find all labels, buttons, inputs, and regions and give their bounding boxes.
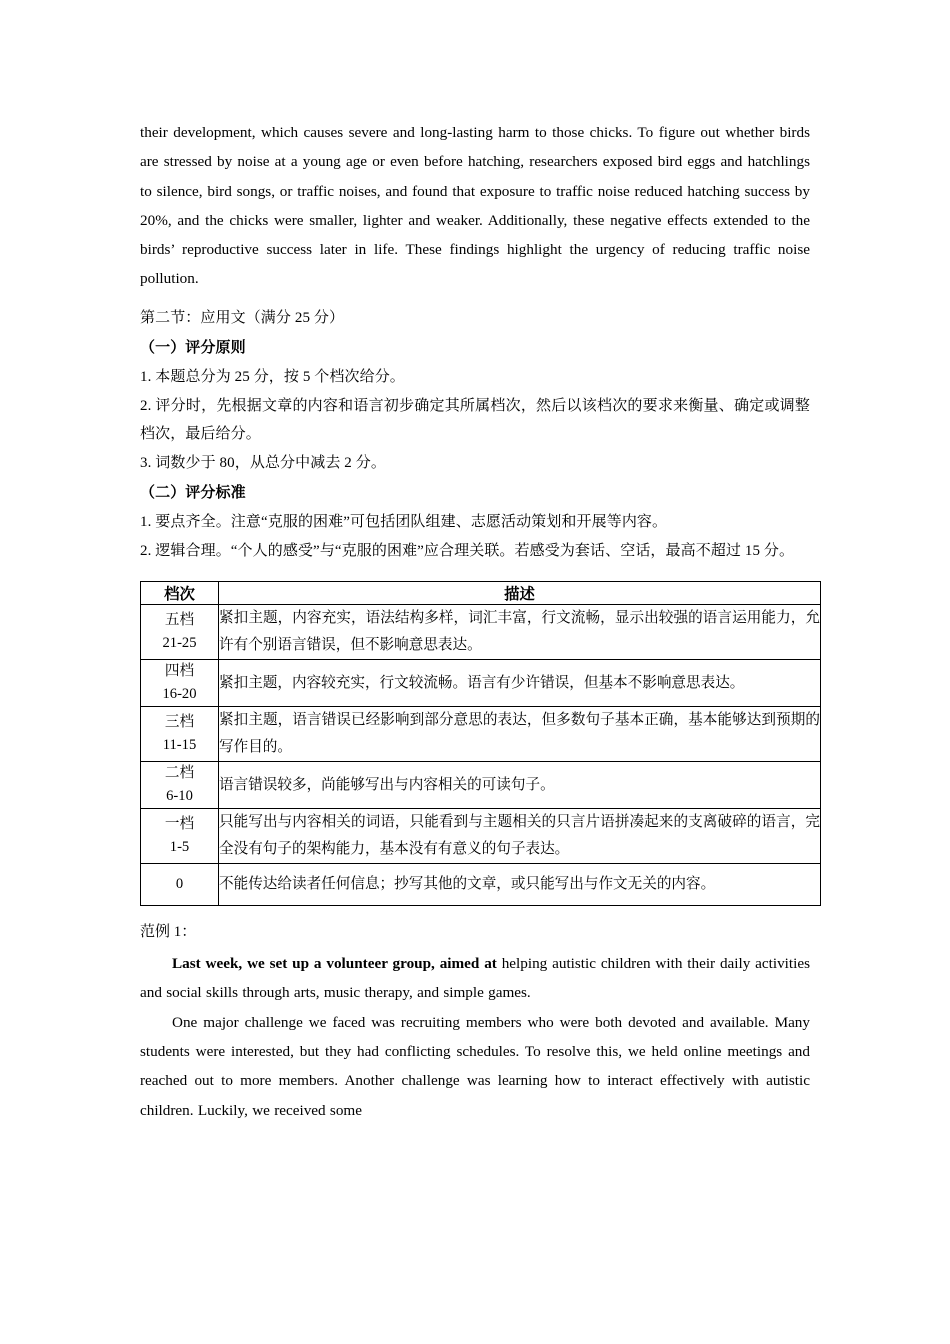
level-name: 四档 [164,663,195,680]
level-name: 一档 [164,816,195,833]
table-header-description: 描述 [219,582,821,605]
table-cell-level [141,660,219,707]
table-cell-description: 不能传达给读者任何信息；抄写其他的文章，或只能写出与作文无关的内容。 [219,864,821,906]
table-header-row [141,582,821,605]
table-cell-level [141,762,219,809]
level-name: 二档 [164,765,195,782]
level-name: 0 [175,876,184,893]
table-cell-description: 紧扣主题，语言错误已经影响到部分意思的表达，但多数句子基本正确，基本能够达到预期的写作目的。 [219,707,821,762]
sample-paragraph-1 [140,949,810,1008]
principle-item-3: 3. 词数少于 80，从总分中减去 2 分。 [140,454,386,471]
section-header-applied-writing: 第二节：应用文（满分 25 分） [140,309,345,326]
table-cell-level [141,809,219,864]
table-row [141,809,821,864]
sample-paragraph-1-rest: helping autistic children with their daily activities and social skills through arts, music therapy, and simple games. [140,955,810,1002]
table-row [141,605,821,660]
level-range: 1-5 [169,839,190,856]
level-name: 五档 [164,612,195,629]
criteria-item-1: 1. 要点齐全。注意“克服的困难”可包括团队组建、志愿活动策划和开展等内容。 [140,513,668,530]
level-name: 三档 [164,714,195,731]
scoring-rubric-table [140,581,821,906]
page-content [140,118,820,1125]
table-row [141,660,821,707]
level-range: 11-15 [162,737,197,754]
table-cell-description: 紧扣主题，内容充实，语法结构多样，词汇丰富，行文流畅，显示出较强的语言运用能力，允许有个别语言错误，但不影响意思表达。 [219,605,821,660]
table-cell-level [141,707,219,762]
sample-paragraph-2: One major challenge we faced was recruiting members who were both devoted and available. Many students were interested, but they had conflicting schedules. To resolve this, we held online meetings and reached out to more members. Another challenge was learning how to interact effectively with autistic children. Luckily, we received some [140,1013,810,1119]
heading-scoring-criteria: （二）评分标准 [140,485,246,502]
sample-paragraph-1-bold: Last week, we set up a volunteer group, aimed at [172,955,497,973]
table-row [141,707,821,762]
table-row [141,864,821,906]
table-cell-level [141,864,219,906]
heading-scoring-principles: （一）评分原则 [140,340,246,357]
table-cell-description: 只能写出与内容相关的词语，只能看到与主题相关的只言片语拼凑起来的支离破碎的语言，完全没有句子的架构能力，基本没有有意义的句子表达。 [219,809,821,864]
paragraph-intro-english: their development, which causes severe and long-lasting harm to those chicks. To figure out whether birds are stressed by noise at a young age or even before hatching, researchers exposed bird eggs and hatchlings to silence, bird songs, or traffic noises, and found that exposure to traffic noise reduced hatching success by 20%, and the chicks were smaller, lighter and weaker. Additionally, these negative effects extended to the birds’ reproductive success later in life. These findings highlight the urgency of reducing traffic noise pollution. [140,124,810,288]
principle-item-1: 1. 本题总分为 25 分，按 5 个档次给分。 [140,368,405,385]
level-range: 21-25 [162,635,197,652]
table-cell-level [141,605,219,660]
principle-item-2: 2. 评分时，先根据文章的内容和语言初步确定其所属档次，然后以该档次的要求来衡量、确定或调整档次，最后给分。 [140,397,810,443]
level-range: 6-10 [166,788,193,805]
level-range: 16-20 [162,686,197,703]
table-header-level: 档次 [141,582,219,605]
sample-label: 范例 1： [140,924,197,941]
criteria-item-2: 2. 逻辑合理。“个人的感受”与“克服的困难”应合理关联。若感受为套话、空话，最高不超过 15 分。 [140,542,795,559]
table-row [141,762,821,809]
table-cell-description: 紧扣主题，内容较充实，行文较流畅。语言有少许错误，但基本不影响意思表达。 [219,660,821,707]
table-cell-description: 语言错误较多，尚能够写出与内容相关的可读句子。 [219,762,821,809]
